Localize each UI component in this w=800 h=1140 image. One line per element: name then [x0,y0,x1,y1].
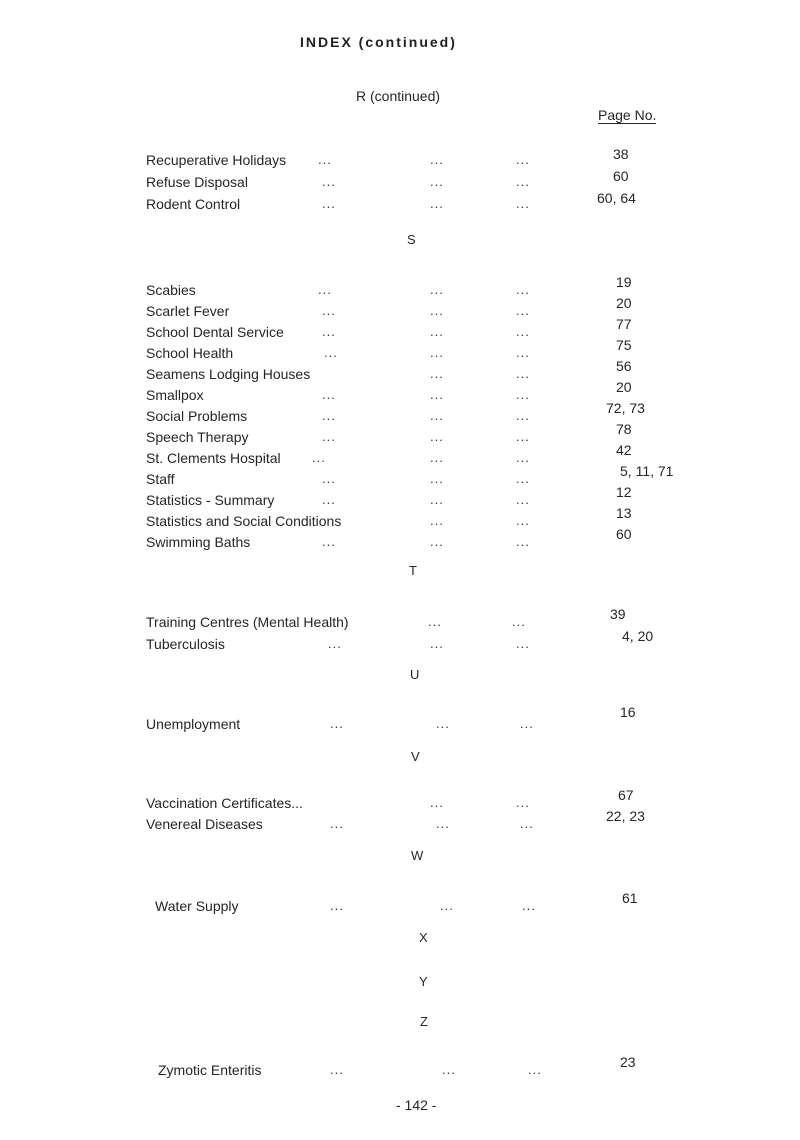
index-title: INDEX (continued) [300,34,457,50]
leader-dots: ... [430,196,444,211]
entry-page-ref: 42 [616,442,632,458]
leader-dots: ... [430,636,444,651]
entry-label: Seamens Lodging Houses [146,366,311,382]
entry-page-ref: 61 [622,890,638,906]
entry-label: Zymotic Enteritis [158,1062,262,1078]
leader-dots: ... [436,716,450,731]
entry-page-ref: 5, 11, 71 [620,463,674,479]
leader-dots: ... [318,152,332,167]
section-letter-s: S [407,232,416,247]
index-entry [0,606,800,636]
index-entry [0,146,800,174]
entry-page-ref: 60 [613,168,629,184]
index-entry [0,1054,800,1084]
index-entry [0,400,800,430]
section-letter-t: T [409,563,417,578]
leader-dots: ... [330,716,344,731]
entry-page-ref: 56 [616,358,632,374]
leader-dots: ... [312,450,326,465]
leader-dots: ... [516,492,530,507]
entry-label: Smallpox [146,387,204,403]
leader-dots: ... [430,152,444,167]
section-subtitle: R (continued) [356,88,441,104]
section-letter-y: Y [419,974,428,989]
leader-dots: ... [330,1062,344,1077]
entry-page-ref: 60, 64 [597,190,636,206]
index-entry [0,505,800,535]
index-entry [0,463,800,493]
leader-dots: ... [322,303,336,318]
leader-dots: ... [516,795,530,810]
entry-label: Swimming Baths [146,534,251,550]
index-entry [0,628,800,658]
leader-dots: ... [328,636,342,651]
leader-dots: ... [516,513,530,528]
leader-dots: ... [430,366,444,381]
index-entry [0,358,800,388]
section-letter-u: U [410,667,420,682]
leader-dots: ... [512,614,526,629]
entry-page-ref: 77 [616,316,632,332]
leader-dots: ... [516,636,530,651]
page-number: - 142 - [396,1097,437,1113]
entry-label: School Health [146,345,234,361]
leader-dots: ... [322,324,336,339]
leader-dots: ... [322,174,336,189]
entry-label: Scarlet Fever [146,303,230,319]
section-letter-z: Z [420,1014,428,1029]
index-entry [0,787,800,817]
leader-dots: ... [330,898,344,913]
leader-dots: ... [522,898,536,913]
entry-label: Tuberculosis [146,636,225,652]
leader-dots: ... [322,471,336,486]
index-entry [0,190,800,218]
leader-dots: ... [516,387,530,402]
entry-page-ref: 4, 20 [622,628,654,644]
index-entry [0,379,800,409]
leader-dots: ... [430,492,444,507]
leader-dots: ... [442,1062,456,1077]
leader-dots: ... [430,174,444,189]
entry-label: Recuperative Holidays [146,152,287,168]
index-entry [0,337,800,367]
leader-dots: ... [516,534,530,549]
entry-label: Unemployment [146,716,241,732]
index-entry [0,484,800,514]
entry-page-ref: 16 [620,704,636,720]
leader-dots: ... [322,196,336,211]
leader-dots: ... [430,513,444,528]
leader-dots: ... [430,282,444,297]
leader-dots: ... [322,429,336,444]
leader-dots: ... [324,345,338,360]
leader-dots: ... [430,324,444,339]
entry-page-ref: 20 [616,379,632,395]
leader-dots: ... [322,534,336,549]
entry-page-ref: 60 [616,526,632,542]
leader-dots: ... [430,429,444,444]
entry-label: Scabies [146,282,196,298]
leader-dots: ... [436,816,450,831]
entry-page-ref: 22, 23 [606,808,645,824]
entry-page-ref: 13 [616,505,632,521]
leader-dots: ... [430,534,444,549]
leader-dots: ... [430,345,444,360]
entry-label: Staff [146,471,175,487]
entry-page-ref: 75 [616,337,632,353]
leader-dots: ... [430,387,444,402]
entry-label: Water Supply [155,898,239,914]
entry-page-ref: 19 [616,274,632,290]
leader-dots: ... [322,492,336,507]
entry-label: Statistics - Summary [146,492,275,508]
entry-page-ref: 20 [616,295,632,311]
index-entry [0,421,800,451]
index-entry [0,168,800,196]
leader-dots: ... [322,387,336,402]
entry-page-ref: 78 [616,421,632,437]
leader-dots: ... [516,174,530,189]
entry-label: Refuse Disposal [146,174,248,190]
index-entry [0,704,800,738]
entry-label: Training Centres (Mental Health) [146,614,349,630]
page-no-column-header: Page No. [598,107,657,123]
entry-page-ref: 67 [618,787,634,803]
entry-label: Speech Therapy [146,429,249,445]
entry-page-ref: 12 [616,484,632,500]
leader-dots: ... [430,450,444,465]
leader-dots: ... [516,324,530,339]
entry-label: Rodent Control [146,196,241,212]
index-entry [0,316,800,346]
index-entry [0,274,800,304]
leader-dots: ... [516,303,530,318]
entry-label: St. Clements Hospital [146,450,281,466]
leader-dots: ... [516,152,530,167]
index-entry [0,442,800,472]
index-entry [0,890,800,920]
section-letter-v: V [411,749,420,764]
entry-label: Vaccination Certificates... [146,795,303,811]
leader-dots: ... [516,345,530,360]
leader-dots: ... [430,408,444,423]
index-entry [0,295,800,325]
leader-dots: ... [322,408,336,423]
index-entry [0,526,800,556]
section-letter-x: X [419,930,428,945]
entry-label: Statistics and Social Conditions [146,513,342,529]
leader-dots: ... [516,282,530,297]
leader-dots: ... [440,898,454,913]
entry-label: Social Problems [146,408,248,424]
entry-page-ref: 72, 73 [606,400,645,416]
leader-dots: ... [516,450,530,465]
leader-dots: ... [428,614,442,629]
leader-dots: ... [516,366,530,381]
entry-page-ref: 23 [620,1054,636,1070]
leader-dots: ... [520,816,534,831]
leader-dots: ... [318,282,332,297]
leader-dots: ... [330,816,344,831]
leader-dots: ... [430,303,444,318]
leader-dots: ... [430,471,444,486]
leader-dots: ... [516,408,530,423]
index-entry [0,808,800,838]
leader-dots: ... [516,471,530,486]
entry-page-ref: 38 [613,146,629,162]
leader-dots: ... [516,196,530,211]
entry-label: School Dental Service [146,324,284,340]
section-letter-w: W [411,848,424,863]
leader-dots: ... [520,716,534,731]
leader-dots: ... [516,429,530,444]
entry-label: Venereal Diseases [146,816,263,832]
entry-page-ref: 39 [610,606,626,622]
leader-dots: ... [528,1062,542,1077]
leader-dots: ... [430,795,444,810]
